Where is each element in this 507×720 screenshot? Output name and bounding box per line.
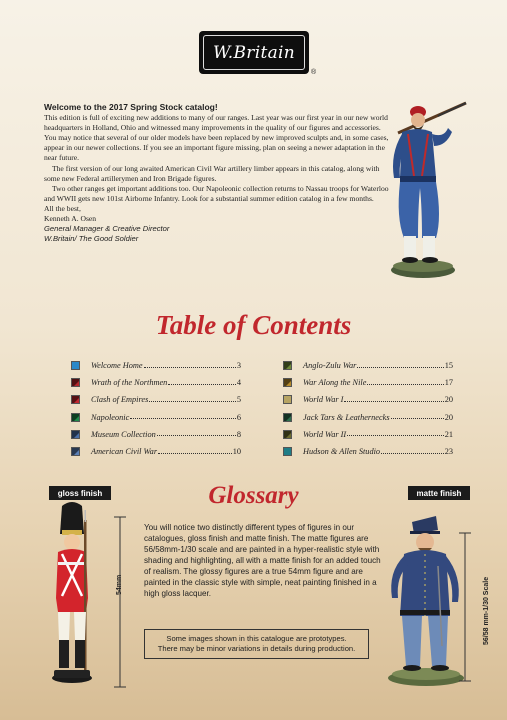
toc-item-page: 15 [444, 361, 453, 371]
matte-finish-badge: matte finish [408, 486, 470, 500]
toc-item-label: World War I [303, 395, 344, 405]
toc-leader-dots [357, 362, 443, 368]
toc-item-page: 8 [236, 429, 241, 439]
toc-item[interactable] [71, 374, 241, 391]
toc-item-label: American Civil War [91, 447, 158, 457]
toc-leader-dots [149, 396, 236, 402]
toc-item[interactable] [71, 443, 241, 460]
toc-item[interactable] [283, 443, 453, 460]
brand-logo [199, 31, 309, 74]
toc-leader-dots [347, 430, 444, 436]
toc-item[interactable] [71, 391, 241, 408]
prototype-notice [144, 629, 369, 659]
section-color-swatch [71, 361, 80, 370]
welcome-paragraph-1: This edition is full of exciting new additions to many of our ranges. Last year was our first year in our new world headquarters in Holland, Ohio and witnessed many improvements in the quality of our figures and accessories. You may notice that several of our older models have been replaced by new improved sculpts and, in some cases, appear in our newer collections. If you see an important figure missing, plan on seeing a newer adaptation in the near future. [44, 113, 389, 163]
toc-item-label: Anglo-Zulu War [303, 361, 357, 371]
grenadier-figure [40, 500, 110, 685]
toc-item-label: Museum Collection [91, 429, 156, 439]
toc-column-right [283, 357, 453, 460]
section-color-swatch [283, 395, 292, 404]
toc-item-page: 10 [232, 447, 241, 457]
welcome-paragraph-3: Two other ranges get important additions too. Our Napoleonic collection returns to Nassau troops for Waterloo and WWII gets new 101st Airborne Infantry. Look for a substantial summer edition catalog in a few months. [44, 183, 389, 203]
toc-item-page: 3 [236, 361, 241, 371]
toc-item-label: Napoleonic [91, 412, 130, 422]
section-color-swatch [283, 447, 292, 456]
toc-column-left [71, 357, 241, 460]
toc-item-page: 5 [236, 395, 241, 405]
welcome-heading: Welcome to the 2017 Spring Stock catalog! [44, 102, 218, 112]
glossary-description: You will notice two distinctly different types of figures in our catalogues, gloss finish and matte finish. The matte figures are 56/58mm-1/30 scale and are painted in a hyper-realistic style with shading and highlighting, all with a matte finish for an added touch of realism. The glossy figures are a true 54mm figure and are painted in the classic style with simple, neat painting finished in a high gloss lacquer. [144, 523, 381, 598]
section-color-swatch [71, 430, 80, 439]
gloss-finish-badge: gloss finish [49, 486, 111, 500]
toc-item-page: 4 [236, 378, 241, 388]
toc-item-label: Hudson & Allen Studio [303, 447, 381, 457]
signer-company: W.Britain/ The Good Soldier [44, 234, 139, 244]
toc-item[interactable] [283, 409, 453, 426]
toc-item-page: 20 [444, 412, 453, 422]
toc-leader-dots [168, 379, 236, 385]
welcome-closing: All the best, [44, 203, 81, 213]
toc-leader-dots [144, 362, 236, 368]
welcome-paragraph-2: The first version of our long awaited American Civil War artillery limber appears in this catalog, along with some new Federal artillerymen and Iron Brigade figures. [44, 163, 380, 183]
brand-logo-text: W.Britain [203, 35, 305, 70]
section-color-swatch [283, 430, 292, 439]
section-color-swatch [71, 447, 80, 456]
toc-item-label: Jack Tars & Leathernecks [303, 412, 390, 422]
scale-bracket-56-58mm [457, 532, 477, 682]
signer-role: General Manager & Creative Director [44, 224, 170, 234]
scale-bracket-54mm [112, 516, 132, 688]
scale-label-56-58mm: 56/58 mm-1/30 Scale [483, 576, 490, 645]
toc-item-page: 23 [444, 447, 453, 457]
toc-item-page: 6 [236, 412, 241, 422]
toc-leader-dots [344, 396, 443, 402]
toc-item[interactable] [283, 426, 453, 443]
toc-item[interactable] [283, 391, 453, 408]
section-color-swatch [283, 378, 292, 387]
section-color-swatch [283, 413, 292, 422]
toc-item-label: Clash of Empires [91, 395, 149, 405]
toc-leader-dots [158, 448, 232, 454]
toc-item-label: Wrath of the Northmen [91, 378, 168, 388]
toc-leader-dots [381, 448, 444, 454]
toc-item-page: 17 [444, 378, 453, 388]
toc-item[interactable] [71, 357, 241, 374]
toc-title: Table of Contents [155, 310, 352, 340]
signer-name: Kenneth A. Osen [44, 214, 97, 224]
toc-item-page: 20 [444, 395, 453, 405]
toc-leader-dots [157, 430, 236, 436]
toc-item[interactable] [71, 426, 241, 443]
toc-leader-dots [367, 379, 443, 385]
prototype-notice-line-1: Some images shown in this catalogue are prototypes. [166, 633, 347, 643]
section-color-swatch [283, 361, 292, 370]
prototype-notice-line-2: There may be minor variations in details during production. [157, 644, 356, 653]
zouave-soldier-figure [378, 98, 468, 280]
section-color-swatch [71, 395, 80, 404]
toc-leader-dots [130, 413, 236, 419]
section-color-swatch [71, 378, 80, 387]
toc-item-label: War Along the Nile [303, 378, 367, 388]
toc-item-label: World War II [303, 429, 347, 439]
toc-leader-dots [391, 413, 444, 419]
toc-item-page: 21 [444, 429, 453, 439]
welcome-letter [44, 102, 389, 244]
toc-item[interactable] [71, 409, 241, 426]
toc-item[interactable] [283, 357, 453, 374]
glossary-title: Glossary [208, 482, 299, 509]
registered-mark: ® [311, 69, 317, 76]
scale-label-54mm: 54mm [116, 574, 123, 595]
section-color-swatch [71, 413, 80, 422]
toc-item[interactable] [283, 374, 453, 391]
toc-item-label: Welcome Home [91, 361, 143, 371]
